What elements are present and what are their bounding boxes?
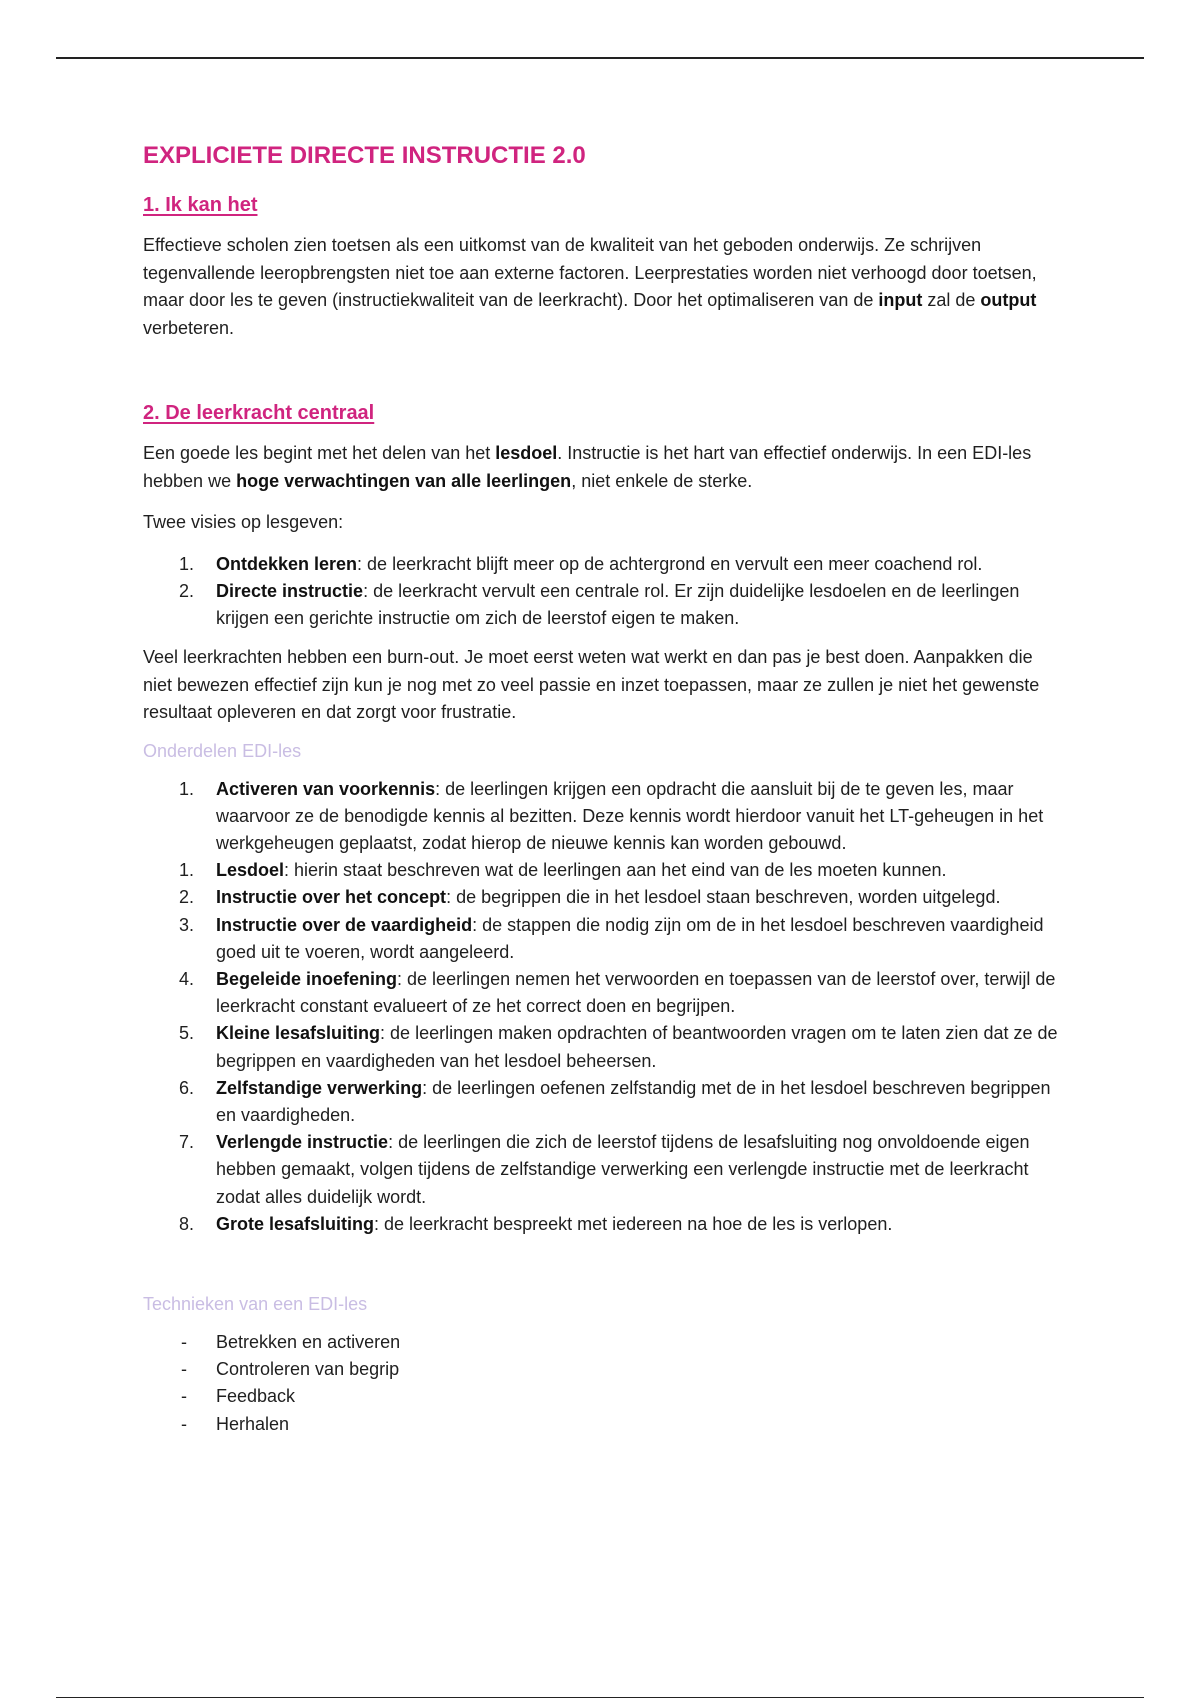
- list-item: 8. Grote lesafsluiting: de leerkracht bespreekt met iedereen na hoe de les is verlopen.: [179, 1213, 893, 1234]
- section-1-heading: 1. Ik kan het: [143, 194, 258, 216]
- technieken-subheading: Technieken van een EDI-les: [143, 1294, 368, 1315]
- list-item: - Controleren van begrip: [181, 1359, 400, 1380]
- list-item: 5. Kleine lesafsluiting: de leerlingen maken opdrachten of beantwoorden vragen om te laten zien dat ze de begrippen en vaardigheden van het lesdoel beheersen.: [179, 1023, 1058, 1071]
- list-item: 2. Instructie over het concept: de begrippen die in het lesdoel staan beschreven, worden uitgelegd.: [179, 887, 1001, 908]
- list-item: 6. Zelfstandige verwerking: de leerlingen oefenen zelfstandig met de in het lesdoel beschreven begrippen en vaardigheden.: [179, 1077, 1051, 1126]
- visies-list: [143, 551, 1063, 633]
- section-2-paragraph-1: Een goede les begint met het delen van het lesdoel. Instructie is het hart van effectief onderwijs. In een EDI-les hebben we hoge verwachtingen van alle leerlingen, niet enkele de sterke.: [143, 443, 1032, 491]
- onderdelen-list: [143, 776, 1063, 1238]
- list-item: 1. Ontdekken leren: de leerkracht blijft meer op de achtergrond en vervult een meer coachend rol.: [179, 553, 983, 574]
- section-2-heading: 2. De leerkracht centraal: [143, 402, 375, 424]
- list-item: 1. Lesdoel: hierin staat beschreven wat de leerlingen aan het eind van de les moeten kunnen.: [179, 860, 947, 881]
- list-item: 2. Directe instructie: de leerkracht vervult een centrale rol. Er zijn duidelijke lesdoelen en de leerlingen krijgen een gerichte instructie om zich de leerstof eigen te maken.: [179, 580, 1020, 628]
- list-item: 7. Verlengde instructie: de leerlingen die zich de leerstof tijdens de lesafsluiting nog onvoldoende eigen hebben gemaakt, volgen tijdens de zelfstandige verwerking een verlengde instructie met de leerkracht zodat alles duidelijk wordt.: [179, 1132, 1030, 1207]
- section-1-paragraph: Effectieve scholen zien toetsen als een uitkomst van de kwaliteit van het geboden onderwijs. Ze schrijven tegenvallende leeropbrengsten niet toe aan externe factoren. Leerprestaties worden niet verhoogd door toetsen, maar door les te geven (instructiekwaliteit van de leerkracht). Door het optimaliseren van de input zal de output verbeteren.: [143, 235, 1037, 338]
- list-item: 1. Activeren van voorkennis: de leerlingen krijgen een opdracht die aansluit bij de te geven les, maar waarvoor ze de benodigde kennis al bezitten. Deze kennis wordt hierdoor vanuit het LT-geheugen in het werkgeheugen geplaatst, zodat hierop de nieuwe kennis kan worden gebouwd.: [179, 778, 1044, 854]
- technieken-list: [143, 1329, 1063, 1438]
- list-item: - Herhalen: [181, 1413, 290, 1434]
- section-2-paragraph-2: Twee visies op lesgeven:: [143, 512, 344, 532]
- list-item: 4. Begeleide inoefening: de leerlingen nemen het verwoorden en toepassen van de leerstof over, terwijl de leerkracht constant evalueert of ze het correct doen en begrijpen.: [179, 969, 1056, 1017]
- list-item: 3. Instructie over de vaardigheid: de stappen die nodig zijn om de in het lesdoel beschreven vaardigheid goed uit te voeren, wordt aangeleerd.: [179, 914, 1044, 962]
- top-rule: [56, 57, 1144, 59]
- list-item: - Betrekken en activeren: [181, 1332, 401, 1353]
- bottom-rule: [56, 1697, 1144, 1698]
- section-2-paragraph-3: Veel leerkrachten hebben een burn-out. Je moet eerst weten wat werkt en dan pas je best doen. Aanpakken die niet bewezen effectief zijn kun je nog met zo veel passie en inzet toepassen, maar ze zullen je niet het gewenste resultaat opleveren en dat zorgt voor frustratie.: [143, 647, 1040, 723]
- list-item: - Feedback: [181, 1386, 296, 1407]
- document-page: [143, 142, 1063, 1450]
- document-title: EXPLICIETE DIRECTE INSTRUCTIE 2.0: [143, 142, 586, 169]
- onderdelen-subheading: Onderdelen EDI-les: [143, 740, 302, 761]
